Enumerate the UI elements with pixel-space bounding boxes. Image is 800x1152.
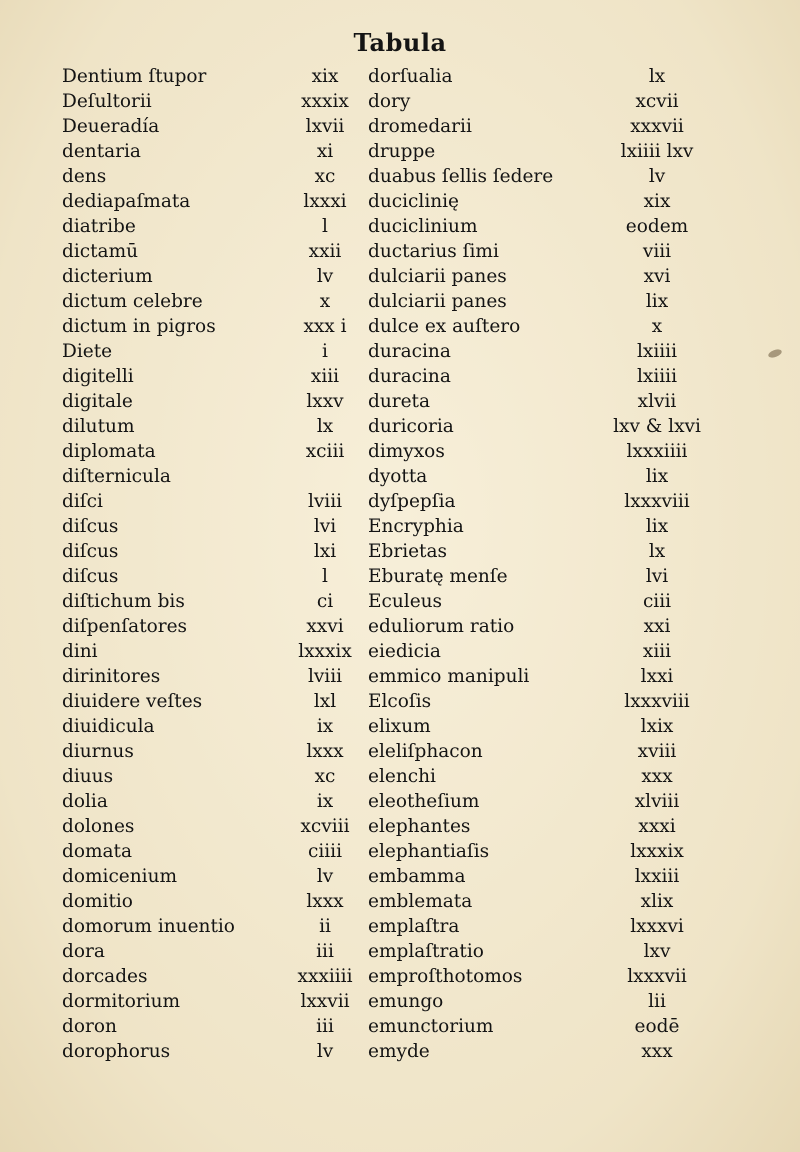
page-reference: xvi <box>643 266 671 287</box>
index-entry <box>368 764 686 789</box>
index-term: dulce ex auſtero <box>368 316 521 337</box>
page-reference: xxxiiii <box>297 966 353 987</box>
page-reference: xxvi <box>306 616 344 637</box>
page-reference: xxx i <box>303 316 347 337</box>
index-term: Elcoſis <box>368 691 432 712</box>
index-entry <box>62 514 374 539</box>
index-entry <box>62 564 374 589</box>
index-entry <box>62 339 374 364</box>
page-reference: ii <box>319 916 331 937</box>
page-reference: lxxxix <box>630 841 684 862</box>
page-reference: lxl <box>313 691 337 712</box>
index-column-left <box>62 64 374 1064</box>
index-entry <box>368 814 686 839</box>
index-term: Deſultorii <box>62 91 152 112</box>
page-reference: xlvii <box>637 391 677 412</box>
page-reference: lxxxi <box>303 191 347 212</box>
index-entry <box>368 714 686 739</box>
index-term: diſcus <box>62 516 119 537</box>
index-term: dimyxos <box>368 441 445 462</box>
index-term: dictamū <box>62 241 139 262</box>
page-reference: lvi <box>313 516 337 537</box>
index-entry <box>368 964 686 989</box>
page-reference: xviii <box>637 741 677 762</box>
index-entry <box>368 339 686 364</box>
page-reference: xxi <box>643 616 671 637</box>
index-term: emunctorium <box>368 1016 494 1037</box>
page-reference: lxxvii <box>300 991 350 1012</box>
index-entry <box>62 614 374 639</box>
page-reference: lviii <box>307 491 343 512</box>
index-entry <box>62 864 374 889</box>
page-reference: ix <box>316 791 334 812</box>
index-term: embamma <box>368 866 466 887</box>
index-term: druppe <box>368 141 436 162</box>
index-term: diſcus <box>62 566 119 587</box>
index-entry <box>368 239 686 264</box>
index-term: dorcades <box>62 966 148 987</box>
index-entry <box>62 589 374 614</box>
index-entry <box>62 289 374 314</box>
index-term: duracina <box>368 366 451 387</box>
index-term: diſpenſatores <box>62 616 188 637</box>
index-term: dulciarii panes <box>368 266 507 287</box>
index-term: Eburatę menſe <box>368 566 508 587</box>
index-entry <box>368 989 686 1014</box>
page-reference: xxxi <box>638 816 676 837</box>
index-entry <box>62 839 374 864</box>
index-entry <box>62 139 374 164</box>
index-term: domata <box>62 841 133 862</box>
page-reference: ix <box>316 716 334 737</box>
index-entry <box>62 739 374 764</box>
page-reference: l <box>322 566 328 587</box>
index-entry <box>368 214 689 239</box>
index-entry <box>368 864 686 889</box>
index-entry <box>62 964 374 989</box>
page-reference: lv <box>316 266 334 287</box>
index-term: dory <box>368 91 411 112</box>
index-term: elephantiaſis <box>368 841 490 862</box>
index-term: dirinitores <box>62 666 161 687</box>
index-entry <box>368 114 686 139</box>
index-entry <box>62 939 374 964</box>
page-reference: iii <box>316 941 334 962</box>
index-term: Ebrietas <box>368 541 448 562</box>
index-entry <box>62 164 374 189</box>
index-entry <box>368 639 686 664</box>
index-term: digitelli <box>62 366 134 387</box>
index-term: duciclinię <box>368 191 460 212</box>
page-reference: ciii <box>642 591 672 612</box>
index-entry <box>368 889 686 914</box>
page-reference: lix <box>645 466 669 487</box>
page-reference: lxv & lxvi <box>613 416 701 437</box>
index-term: dictum in pigros <box>62 316 216 337</box>
index-entry <box>368 289 686 314</box>
index-term: eleotheſium <box>368 791 480 812</box>
page-reference: lx <box>316 416 334 437</box>
index-term: emplaſtratio <box>368 941 484 962</box>
index-term: dolia <box>62 791 108 812</box>
index-term: emproſthotomos <box>368 966 523 987</box>
page-reference: xxxvii <box>630 116 684 137</box>
page-reference: xi <box>316 141 334 162</box>
index-term: emplaſtra <box>368 916 460 937</box>
page-reference: xxx <box>641 1041 673 1062</box>
index-entry <box>368 564 686 589</box>
page-reference: lxxxviii <box>624 691 690 712</box>
index-entry <box>62 914 374 939</box>
page-reference: lvi <box>645 566 669 587</box>
page-reference: xix <box>643 191 671 212</box>
index-term: dulciarii panes <box>368 291 507 312</box>
page-reference: lxiiii <box>636 366 678 387</box>
index-entry <box>368 589 686 614</box>
page-reference: lv <box>316 1041 334 1062</box>
page-reference: xcvii <box>635 91 679 112</box>
index-entry <box>368 689 690 714</box>
index-term: dictum celebre <box>62 291 203 312</box>
index-term: emmico manipuli <box>368 666 530 687</box>
page-reference: iii <box>316 1016 334 1037</box>
page-reference: xcviii <box>300 816 350 837</box>
index-entry <box>368 514 686 539</box>
index-term: diurnus <box>62 741 134 762</box>
index-entry <box>368 664 686 689</box>
page-reference: lxv <box>643 941 671 962</box>
page-reference: x <box>651 316 663 337</box>
index-entry <box>62 814 374 839</box>
index-term: dorophorus <box>62 1041 171 1062</box>
page-reference: lxxx <box>306 891 344 912</box>
page-reference: eodē <box>634 1016 680 1037</box>
index-term: dilutum <box>62 416 135 437</box>
index-entry <box>62 789 374 814</box>
index-entry <box>62 364 374 389</box>
index-term: eleliſphacon <box>368 741 483 762</box>
index-term: Eculeus <box>368 591 443 612</box>
page-reference: xlviii <box>634 791 680 812</box>
index-term: elenchi <box>368 766 436 787</box>
index-term: duciclinium <box>368 216 478 237</box>
page-reference: i <box>322 341 328 362</box>
index-term: Dentium ſtupor <box>62 66 207 87</box>
page-reference: lxxx <box>306 741 344 762</box>
index-entry <box>62 664 374 689</box>
index-term: eiedicia <box>368 641 441 662</box>
index-entry <box>62 414 374 439</box>
index-entry <box>368 64 686 89</box>
index-term: dini <box>62 641 98 662</box>
page-reference: lxvii <box>305 116 345 137</box>
page-reference: l <box>322 216 328 237</box>
page-reference: x <box>319 291 331 312</box>
index-entry <box>62 714 374 739</box>
index-term: dromedarii <box>368 116 472 137</box>
index-term: dediapaſmata <box>62 191 191 212</box>
index-term: diſtichum bis <box>62 591 185 612</box>
page-reference: lv <box>648 166 666 187</box>
index-term: duracina <box>368 341 451 362</box>
page-reference: xiii <box>642 641 672 662</box>
page-reference: xlix <box>640 891 674 912</box>
index-term: doron <box>62 1016 117 1037</box>
page-reference: lix <box>645 291 669 312</box>
index-entry <box>368 389 686 414</box>
page-reference: xciii <box>305 441 345 462</box>
page-reference: lxi <box>313 541 337 562</box>
index-term: domorum inuentio <box>62 916 235 937</box>
index-entry <box>62 189 374 214</box>
index-entry <box>62 214 374 239</box>
index-entry <box>62 1014 374 1039</box>
index-term: diatribe <box>62 216 136 237</box>
index-entry <box>368 839 686 864</box>
index-term: dens <box>62 166 107 187</box>
index-term: Diete <box>62 341 113 362</box>
index-entry <box>368 939 686 964</box>
index-term: duabus ſellis ſedere <box>368 166 554 187</box>
index-term: diplomata <box>62 441 156 462</box>
index-entry <box>368 739 686 764</box>
page-reference: lxiiii <box>636 341 678 362</box>
index-term: dureta <box>368 391 431 412</box>
page-reference: viii <box>642 241 672 262</box>
index-entry <box>368 164 686 189</box>
index-entry <box>62 389 374 414</box>
page-reference: lx <box>648 66 666 87</box>
page-reference: lxxxviii <box>624 491 690 512</box>
index-entry <box>62 889 374 914</box>
page-reference: xix <box>311 66 339 87</box>
page-reference: lviii <box>307 666 343 687</box>
index-entry <box>62 239 374 264</box>
page-reference: xxx <box>641 766 673 787</box>
page-reference: lxxv <box>306 391 344 412</box>
index-entry <box>62 439 374 464</box>
page-reference: lx <box>648 541 666 562</box>
index-entry <box>62 64 374 89</box>
index-entry <box>62 539 374 564</box>
index-entry <box>62 89 374 114</box>
index-term: ductarius ſimi <box>368 241 499 262</box>
index-entry <box>62 464 374 489</box>
page-reference: lxxiii <box>634 866 680 887</box>
index-term: Deueradía <box>62 116 160 137</box>
page-reference: xc <box>314 766 336 787</box>
index-entry <box>62 114 374 139</box>
page-reference: lv <box>316 866 334 887</box>
index-term: dicterium <box>62 266 153 287</box>
index-entry <box>368 414 701 439</box>
page-title: Tabula <box>353 28 447 57</box>
index-entry <box>368 614 686 639</box>
page-reference: eodem <box>625 216 689 237</box>
index-term: digitale <box>62 391 133 412</box>
index-term: domitio <box>62 891 133 912</box>
page-reference: ci <box>316 591 334 612</box>
index-term: dyſpepſia <box>368 491 456 512</box>
index-entry <box>368 789 686 814</box>
index-entry <box>368 914 686 939</box>
index-term: dormitorium <box>62 991 181 1012</box>
index-term: diuidere veſtes <box>62 691 203 712</box>
page-reference: lxxxix <box>298 641 352 662</box>
index-entry <box>62 489 374 514</box>
index-term: dora <box>62 941 105 962</box>
index-entry <box>368 539 686 564</box>
index-term: elephantes <box>368 816 471 837</box>
page-reference: lii <box>648 991 666 1012</box>
index-term: emungo <box>368 991 444 1012</box>
index-entry <box>62 989 374 1014</box>
index-term: diſcus <box>62 541 119 562</box>
index-column-right <box>368 64 701 1064</box>
index-term: diuidicula <box>62 716 155 737</box>
index-entry <box>62 264 374 289</box>
index-term: domicenium <box>62 866 178 887</box>
index-entry <box>368 489 690 514</box>
index-entry <box>368 1014 686 1039</box>
index-entry <box>368 364 686 389</box>
index-entry <box>368 314 686 339</box>
page-reference: lxxi <box>640 666 674 687</box>
index-term: diuus <box>62 766 114 787</box>
index-term: dentaria <box>62 141 141 162</box>
page-reference: lxxxiiii <box>626 441 688 462</box>
index-entry <box>368 89 686 114</box>
index-term: emblemata <box>368 891 473 912</box>
page-reference: xiii <box>310 366 340 387</box>
index-entry <box>368 189 686 214</box>
index-term: dolones <box>62 816 135 837</box>
index-entry <box>368 439 686 464</box>
page-reference: xc <box>314 166 336 187</box>
index-term: Encryphia <box>368 516 464 537</box>
index-entry <box>62 689 374 714</box>
ink-stain <box>767 348 783 359</box>
page-reference: ciiii <box>307 841 343 862</box>
index-entry <box>62 639 374 664</box>
index-term: dorſualia <box>368 66 453 87</box>
index-entry <box>368 264 686 289</box>
index-term: emyde <box>368 1041 430 1062</box>
index-term: diſternicula <box>62 466 171 487</box>
page-reference: xxxix <box>301 91 349 112</box>
page-reference: xxii <box>308 241 342 262</box>
index-term: elixum <box>368 716 431 737</box>
index-term: dyotta <box>368 466 428 487</box>
index-entry <box>62 764 374 789</box>
index-term: diſci <box>62 491 103 512</box>
index-term: duricoria <box>368 416 454 437</box>
page-reference: lxiiii lxv <box>620 141 694 162</box>
index-entry <box>62 314 374 339</box>
page-reference: lix <box>645 516 669 537</box>
index-entry <box>62 1039 374 1064</box>
page-reference: lxix <box>640 716 674 737</box>
index-term: eduliorum ratio <box>368 616 515 637</box>
index-entry <box>368 1039 686 1064</box>
page-reference: lxxxvii <box>627 966 687 987</box>
index-entry <box>368 464 686 489</box>
index-entry <box>368 139 694 164</box>
page-reference: lxxxvi <box>630 916 684 937</box>
